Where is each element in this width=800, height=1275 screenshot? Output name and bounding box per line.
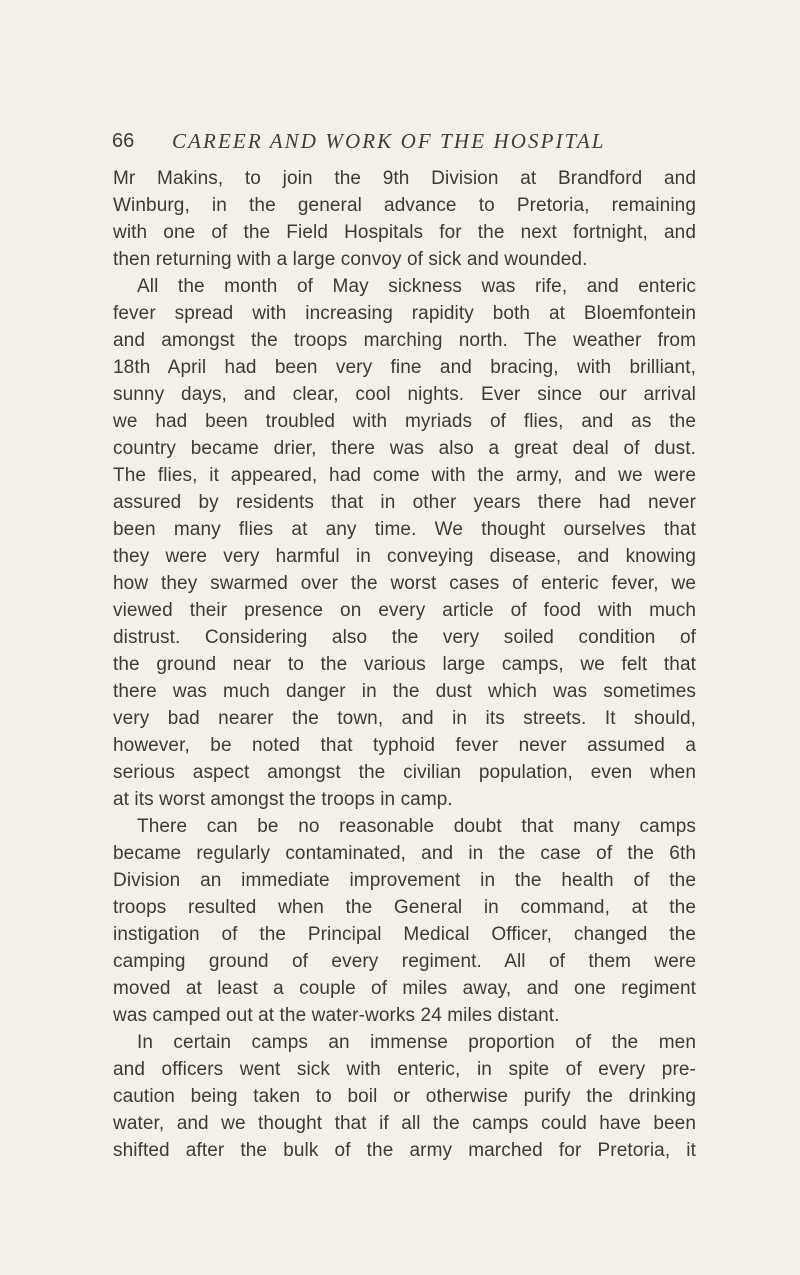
- text-line: was camped out at the water-works 24 miles distant.: [113, 1005, 560, 1026]
- text-line: Division an immediate improvement in the health of the: [113, 870, 696, 891]
- text-line: country became drier, there was also a great deal of dust.: [113, 438, 696, 459]
- text-line: Winburg, in the general advance to Pretoria, remaining: [113, 195, 696, 216]
- text-line: The flies, it appeared, had come with the army, and we were: [113, 465, 696, 486]
- text-line: with one of the Field Hospitals for the next fortnight, and: [113, 222, 696, 243]
- text-line: sunny days, and clear, cool nights. Ever since our arrival: [113, 384, 696, 405]
- text-line: troops resulted when the General in command, at the: [113, 897, 696, 918]
- text-line: they were very harmful in conveying disease, and knowing: [113, 546, 696, 567]
- text-line: at its worst amongst the troops in camp.: [113, 789, 453, 810]
- text-line: fever spread with increasing rapidity both at Bloemfontein: [113, 303, 696, 324]
- text-line: we had been troubled with myriads of flies, and as the: [113, 411, 696, 432]
- text-line: the ground near to the various large camps, we felt that: [113, 654, 696, 675]
- text-line: viewed their presence on every article of food with much: [113, 600, 696, 621]
- text-line: Mr Makins, to join the 9th Division at Brandford and: [113, 168, 696, 189]
- body-text: [113, 165, 696, 1164]
- text-line: and amongst the troops marching north. The weather from: [113, 330, 696, 351]
- text-line: shifted after the bulk of the army marched for Pretoria, it: [113, 1140, 696, 1161]
- text-line: All the month of May sickness was rife, and enteric: [137, 276, 696, 297]
- text-line: been many flies at any time. We thought ourselves that: [113, 519, 696, 540]
- text-line: however, be noted that typhoid fever never assumed a: [113, 735, 696, 756]
- text-line: water, and we thought that if all the camps could have been: [113, 1113, 696, 1134]
- text-line: serious aspect amongst the civilian population, even when: [113, 762, 696, 783]
- running-header: [112, 127, 732, 157]
- text-line: assured by residents that in other years there had never: [113, 492, 696, 513]
- text-line: moved at least a couple of miles away, and one regiment: [113, 978, 696, 999]
- text-line: camping ground of every regiment. All of them were: [113, 951, 696, 972]
- text-line: instigation of the Principal Medical Officer, changed the: [113, 924, 696, 945]
- text-line: then returning with a large convoy of sick and wounded.: [113, 249, 588, 270]
- text-line: 18th April had been very fine and bracing, with brilliant,: [113, 357, 696, 378]
- text-line: and officers went sick with enteric, in spite of every pre-: [113, 1059, 696, 1080]
- running-title: CAREER AND WORK OF THE HOSPITAL: [172, 129, 606, 153]
- text-line: distrust. Considering also the very soiled condition of: [113, 627, 696, 648]
- text-line: how they swarmed over the worst cases of enteric fever, we: [113, 573, 696, 594]
- page-number: 66: [112, 130, 135, 152]
- text-line: caution being taken to boil or otherwise purify the drinking: [113, 1086, 696, 1107]
- text-line: very bad nearer the town, and in its streets. It should,: [113, 708, 696, 729]
- text-line: There can be no reasonable doubt that many camps: [137, 816, 696, 837]
- text-line: there was much danger in the dust which was sometimes: [113, 681, 696, 702]
- text-line: became regularly contaminated, and in the case of the 6th: [113, 843, 696, 864]
- text-line: In certain camps an immense proportion of the men: [137, 1032, 696, 1053]
